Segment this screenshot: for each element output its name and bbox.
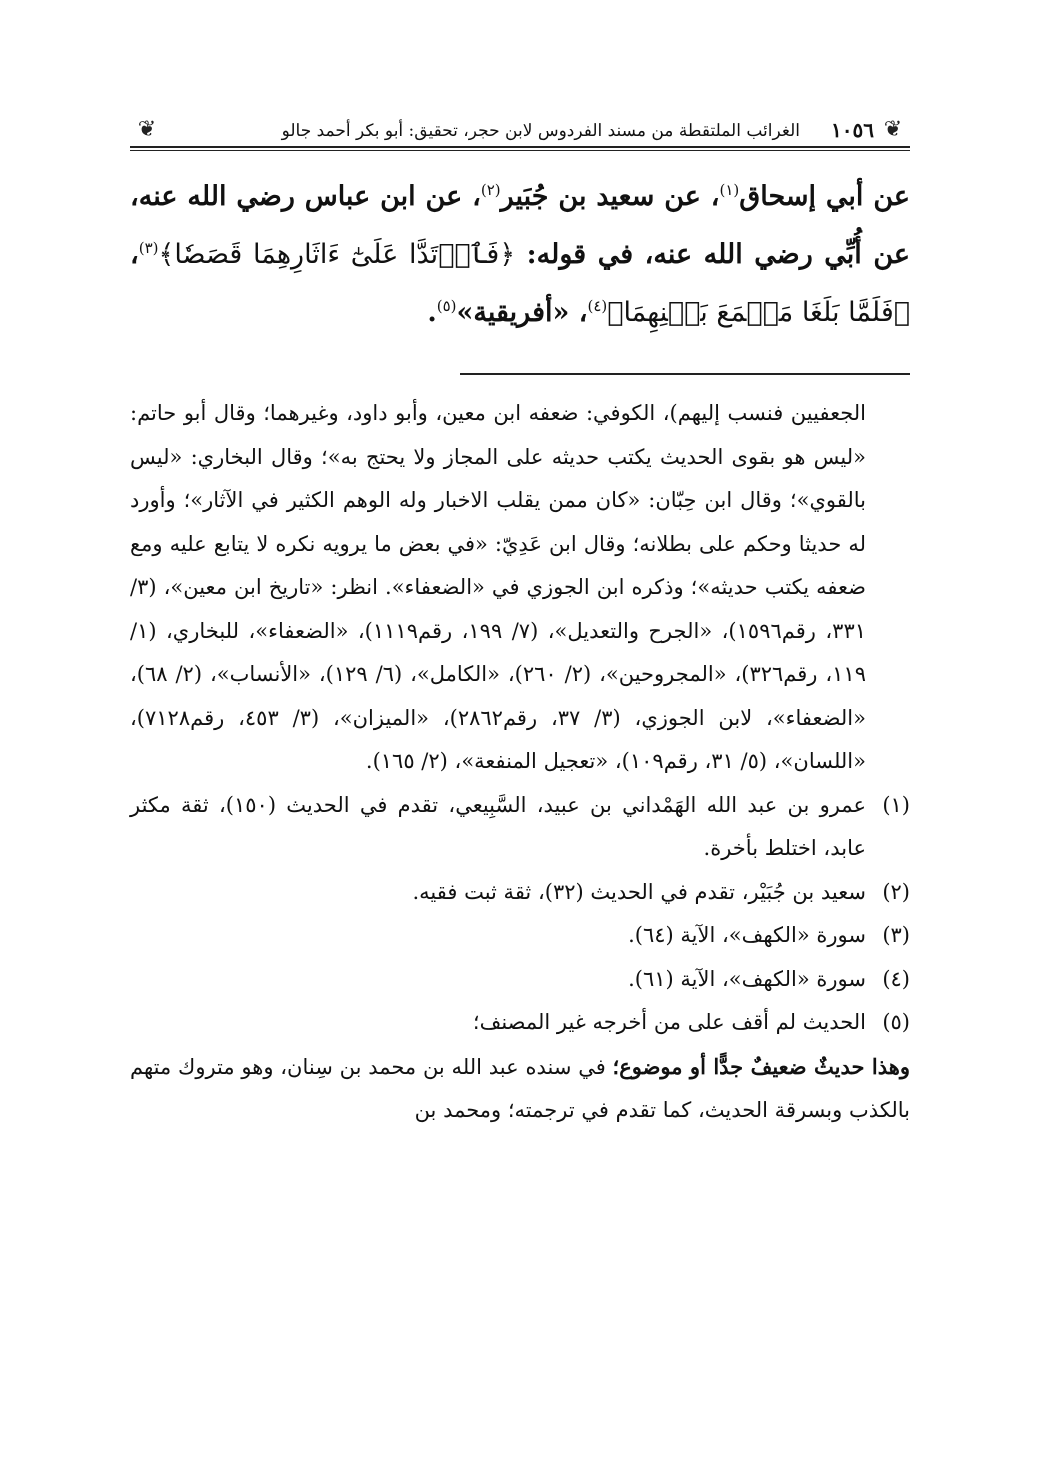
footnote-continuation: الجعفيين فنسب إليهم)، الكوفي: ضعفه ابن معين، وأبو داود، وغيرهما؛ وقال أبو حاتم: «ليس هو بقوى الحديث يكتب حديثه على المجاز ولا يحتج به»؛ وقال البخاري: «ليس بالقوي»؛ وقال ابن حِبّان: «كان ممن يقلب الاخبار وله الوهم الكثير في الآثار»؛ وأورد له حديثا وحكم على بطلانه؛ وقال ابن عَدِيّ: «في بعض ما يرويه نكره لا يتابع عليه ومع ضعفه يكتب حديثه»؛ وذكره ابن الجوزي في «الضعفاء». انظر: «تاريخ ابن معين»، (٣/ ٣٣١، رقم١٥٩٦)، «الجرح والتعديل»، (٧/ ١٩٩، رقم١١١٩)، «الضعفاء»، للبخاري، (١/ ١١٩، رقم٣٢٦)، «المجروحين»، (٢/ ٢٦٠)، «الكامل»، (٦/ ١٢٩)، «الأنساب»، (٢/ ٦٨)، «الضعفاء»، لابن الجوزي، (٣/ ٣٧، رقم٢٨٦٢)، «الميزان»، (٣/ ٤٥٣، رقم٧١٢٨)، «اللسان»، (٥/ ٣١، رقم١٠٩)، «تعجيل المنفعة»، (٢/ ١٦٥).: [130, 401, 867, 773]
footnote-ref-4[interactable]: (٤): [587, 297, 608, 315]
footnote-ref-3[interactable]: (٣): [138, 239, 159, 257]
footnote-text: عمرو بن عبد الله الهَمْداني بن عبيد، السَّبِيعي، تقدم في الحديث (١٥٠)، ثقة مكثر عابد، اختلط بأخرة.: [130, 792, 866, 860]
footnote-item: [130, 958, 910, 1002]
footnote-tail-text: في سنده عبد الله بن محمد بن سِنان، وهو متروك متهم بالكذب وبسرقة الحديث، كما تقدم في ترجمته؛ ومحمد بن: [130, 1054, 910, 1122]
footnote-number: (٥): [882, 1010, 910, 1034]
footnote-item: [130, 914, 910, 958]
main-text-run: ، عن ابن عباس رضي الله عنه،: [130, 181, 481, 212]
main-text-run: .: [427, 297, 437, 328]
main-text-run: عن أُبِّي رضي الله عنه، في قوله:: [515, 239, 910, 270]
main-text-run: عن أبي إسحاق: [739, 181, 910, 212]
footnote-text: الحديث لم أقف على من أخرجه غير المصنف؛: [472, 1010, 866, 1034]
footnote-number: (٢): [882, 879, 910, 904]
footnote-text: سعيد بن جُبَيْر، تقدم في الحديث (٣٢)، ثقة ثبت فقيه.: [412, 879, 866, 904]
footnote-tail: [130, 1045, 910, 1133]
footnote-ref-1[interactable]: (١): [719, 181, 740, 199]
footnote-number: (٤): [882, 966, 910, 991]
main-text-run: ، «أفريقية»: [456, 297, 588, 328]
footnote-text: سورة «الكهف»، الآية (٦١).: [628, 966, 866, 991]
main-text-run: ،: [130, 239, 139, 270]
quran-verse-1: ﴿فَٱرۡتَدَّا عَلَىٰٓ ءَاثَارِهِمَا قَصَصٗا﴾: [158, 239, 516, 270]
footnote-item: [130, 784, 910, 871]
header-ornament-left-icon: ❦: [137, 117, 157, 142]
main-text: [130, 168, 910, 342]
main-text-run: ، عن سعيد بن جُبَير: [500, 181, 720, 212]
header-rule-thin: [130, 150, 910, 151]
footnote-item: [130, 871, 910, 915]
footnotes: [130, 392, 910, 1133]
footnote-ref-2[interactable]: (٢): [480, 181, 501, 199]
running-title: الغرائب الملتقطة من مسند الفردوس لابن حجر، تحقيق: أبو بكر أحمد جالو: [281, 121, 800, 141]
footnote-ref-5[interactable]: (٥): [436, 297, 457, 315]
header-ornament-right-icon: ❦: [883, 117, 903, 142]
footnote-number: (١): [882, 792, 910, 817]
main-paragraph: [130, 168, 910, 342]
page-header: [130, 112, 910, 150]
footnote-text: سورة «الكهف»، الآية (٦٤).: [628, 923, 866, 947]
footnote-tail-bold: وهذا حديثٌ ضعيفٌ جدًّا أو موضوع؛: [612, 1053, 910, 1079]
footnote-item: [130, 1001, 910, 1045]
footnote-separator: [460, 373, 910, 375]
footnote-number: (٣): [882, 923, 910, 947]
page-number: ١٠٥٦: [831, 118, 874, 142]
header-rule: [130, 146, 910, 148]
quran-verse-2: ﴿فَلَمَّا بَلَغَا مَجۡمَعَ بَيۡنِهِمَا﴾: [607, 297, 910, 328]
